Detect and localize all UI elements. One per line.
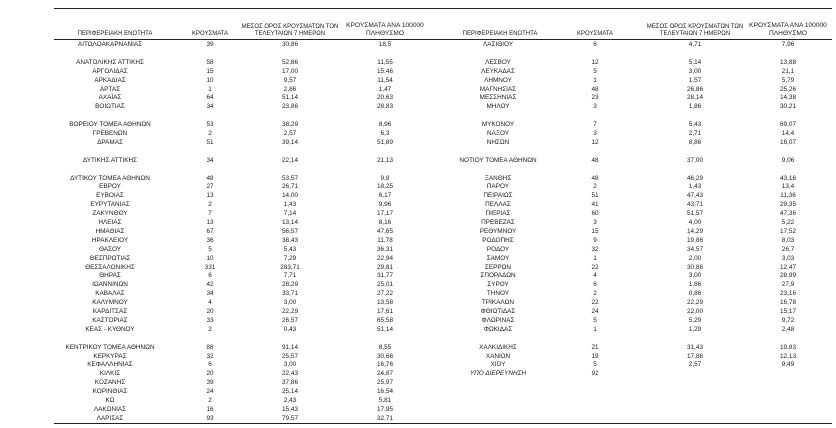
- avg-cell: 2,00: [688, 254, 702, 262]
- region-cell: ΧΑΛΚΙΔΙΚΗΣ: [479, 343, 517, 351]
- cases-cell: 19: [591, 352, 599, 360]
- cases-cell: 20: [206, 308, 214, 315]
- avg-cell: 23,86: [282, 103, 298, 111]
- region-cell: ΑΡΓΟΛΙΔΑΣ: [92, 67, 128, 75]
- avg-cell: 28,29: [282, 281, 298, 289]
- avg-cell: 5,43: [688, 121, 702, 129]
- cases-cell: 88: [206, 343, 214, 351]
- rate-cell: 23,16: [780, 290, 796, 298]
- region-cell: ΦΛΩΡΙΝΑΣ: [481, 316, 515, 324]
- avg-cell: 38,43: [282, 236, 298, 244]
- left-header-region: ΠΕΡΙΦΕΡΕΙΑΚΗ ΕΝΟΤΗΤΑ: [77, 31, 153, 37]
- region-cell: ΗΜΑΘΙΑΣ: [95, 227, 125, 235]
- cases-cell: 53: [206, 121, 214, 129]
- region-cell: ΚΕΝΤΡΙΚΟΥ ΤΟΜΕΑ ΑΘΗΝΩΝ: [65, 343, 155, 351]
- right-header-cases: ΚΡΟΥΣΜΑΤΑ: [577, 31, 613, 37]
- region-cell: ΞΑΝΘΗΣ: [484, 174, 512, 182]
- rate-cell: 15,46: [377, 67, 393, 75]
- cases-cell: 6: [593, 41, 597, 48]
- avg-cell: 46,29: [687, 174, 703, 182]
- cases-cell: 10: [206, 76, 214, 84]
- avg-cell: 38,29: [282, 121, 298, 129]
- cases-cell: 6: [208, 361, 212, 369]
- avg-cell: 2,57: [688, 361, 702, 369]
- region-cell: ΠΑΡΟΥ: [486, 183, 510, 191]
- left-header-avg-line2: ΤΕΛΕΥΤΑΙΩΝ 7 ΗΜΕΡΩΝ: [254, 31, 326, 37]
- header-rule: [54, 39, 832, 40]
- avg-cell: 30,86: [687, 263, 703, 271]
- rate-cell: 27,22: [377, 290, 393, 298]
- region-cell: ΔΥΤΙΚΟΥ ΤΟΜΕΑ ΑΘΗΝΩΝ: [70, 174, 150, 182]
- cases-cell: 20: [206, 370, 214, 378]
- region-cell: ΦΩΚΙΔΑΣ: [483, 325, 513, 333]
- cases-cell: 39: [206, 379, 214, 387]
- region-cell: ΜΗΛΟΥ: [486, 103, 510, 111]
- avg-cell: 1,57: [688, 76, 702, 84]
- avg-cell: 25,57: [282, 352, 298, 360]
- avg-cell: 47,43: [687, 192, 703, 200]
- cases-cell: 32: [206, 352, 214, 360]
- rate-cell: 11,54: [377, 76, 393, 84]
- region-cell: ΚΑΒΑΛΑΣ: [95, 290, 125, 298]
- region-cell: ΦΘΙΩΤΙΔΑΣ: [480, 308, 516, 315]
- cases-cell: 13: [206, 219, 214, 226]
- avg-cell: 1,86: [688, 103, 702, 111]
- rate-cell: 8,16: [378, 219, 392, 226]
- rate-cell: 65,58: [377, 316, 393, 324]
- region-cell: ΛΗΜΝΟΥ: [484, 76, 512, 84]
- rate-cell: 9,49: [781, 361, 795, 369]
- avg-cell: 2,43: [283, 397, 297, 404]
- left-header-avg-line1: ΜΕΣΟΣ ΟΡΟΣ ΚΡΟΥΣΜΑΤΩΝ ΤΟΝ: [241, 24, 339, 30]
- cases-cell: 5: [208, 245, 212, 253]
- avg-cell: 26,86: [687, 85, 703, 93]
- cases-cell: 5: [593, 316, 597, 324]
- rate-cell: 22,94: [377, 254, 393, 262]
- avg-cell: 2,86: [283, 85, 297, 93]
- cases-cell: 5: [593, 67, 597, 75]
- avg-cell: 4,71: [688, 41, 702, 48]
- cases-cell: 41: [591, 201, 599, 209]
- region-cell: ΤΗΝΟΥ: [486, 290, 510, 298]
- rate-cell: 30,66: [377, 352, 393, 360]
- region-cell: ΚΕΦΑΛΛΗΝΙΑΣ: [87, 361, 133, 369]
- avg-cell: 34,57: [687, 245, 703, 253]
- avg-cell: 33,71: [282, 290, 298, 298]
- avg-cell: 91,14: [282, 343, 298, 351]
- cases-cell: 5: [593, 361, 597, 369]
- rate-cell: 25,26: [780, 85, 796, 93]
- cases-cell: 48: [591, 85, 599, 93]
- region-cell: ΜΥΚΟΝΟΥ: [481, 121, 515, 129]
- rate-cell: 13,4: [781, 183, 795, 191]
- region-cell: ΧΑΝΙΩΝ: [485, 352, 511, 360]
- cases-cell: 39: [206, 41, 214, 48]
- region-cell: ΕΒΡΟΥ: [99, 183, 121, 191]
- region-cell: ΤΡΙΚΑΛΩΝ: [481, 299, 515, 307]
- avg-cell: 19,86: [687, 236, 703, 244]
- avg-cell: 7,71: [283, 272, 297, 280]
- region-cell: ΚΑΣΤΟΡΙΑΣ: [92, 316, 128, 324]
- region-cell: ΑΧΑΪΑΣ: [98, 94, 122, 102]
- region-cell: ΔΡΑΜΑΣ: [97, 138, 123, 146]
- rate-cell: 17,61: [377, 308, 393, 315]
- avg-cell: 0,86: [688, 290, 702, 298]
- rate-cell: 6,17: [378, 192, 392, 200]
- cases-cell: 24: [591, 308, 599, 315]
- avg-cell: 3,00: [688, 272, 702, 280]
- region-cell: ΣΠΟΡΑΔΩΝ: [480, 272, 516, 280]
- cases-cell: 24: [206, 388, 214, 396]
- rate-cell: 16,78: [780, 299, 796, 307]
- avg-cell: 8,86: [688, 138, 702, 146]
- cases-cell: 1: [593, 254, 597, 262]
- cases-cell: 22: [591, 263, 599, 271]
- avg-cell: 43,71: [687, 201, 703, 209]
- cases-cell: 6: [593, 281, 597, 289]
- avg-cell: 1,29: [688, 325, 702, 333]
- cases-cell: 1: [208, 85, 212, 93]
- rate-cell: 32,71: [377, 414, 393, 422]
- rate-cell: 9,06: [781, 156, 795, 164]
- avg-cell: 56,57: [282, 227, 298, 235]
- rate-cell: 2,48: [781, 325, 795, 333]
- region-cell: ΣΕΡΡΩΝ: [484, 263, 512, 271]
- cases-cell: 2: [593, 183, 597, 191]
- avg-cell: 22,29: [282, 308, 298, 315]
- rate-cell: 14,38: [780, 94, 796, 102]
- region-cell: ΚΙΛΚΙΣ: [99, 370, 121, 378]
- region-cell: ΛΑΚΩΝΙΑΣ: [93, 405, 127, 413]
- rate-cell: 14,4: [781, 130, 795, 137]
- cases-cell: 93: [206, 414, 214, 422]
- avg-cell: 1,86: [688, 281, 702, 289]
- right-header-avg-line2: ΤΕΛΕΥΤΑΙΩΝ 7 ΗΜΕΡΩΝ: [659, 31, 731, 37]
- rate-cell: 17,95: [377, 405, 393, 413]
- region-cell: ΚΕΡΚΥΡΑΣ: [93, 352, 127, 360]
- region-cell: ΠΡΕΒΕΖΑΣ: [481, 219, 515, 226]
- avg-cell: 37,86: [282, 379, 298, 387]
- avg-cell: 15,43: [282, 405, 298, 413]
- rate-cell: 26,7: [781, 245, 795, 253]
- region-cell: ΡΕΘΥΜΝΟΥ: [479, 227, 517, 235]
- avg-cell: 9,57: [283, 76, 297, 84]
- cases-cell: 22: [591, 299, 599, 307]
- cases-cell: 7: [593, 121, 597, 129]
- avg-cell: 3,00: [283, 299, 297, 307]
- rate-cell: 11,78: [377, 236, 393, 244]
- rate-cell: 19,83: [780, 343, 796, 351]
- region-cell: ΖΑΚΥΝΘΟΥ: [92, 210, 128, 218]
- avg-cell: 7,29: [283, 254, 297, 262]
- avg-cell: 5,14: [688, 58, 702, 66]
- cases-cell: 4: [593, 272, 597, 280]
- region-cell: ΛΑΣΙΘΙΟΥ: [482, 41, 514, 48]
- right-header-rate-line1: ΚΡΟΥΣΜΑΤΑ ΑΝΑ 100000: [749, 22, 827, 29]
- cases-cell: 91: [591, 370, 599, 378]
- rate-cell: 17,52: [780, 227, 796, 235]
- region-cell: ΒΟΙΩΤΙΑΣ: [95, 103, 125, 111]
- avg-cell: 1,43: [283, 201, 297, 209]
- rate-cell: 47,36: [780, 210, 796, 218]
- avg-cell: 17,86: [687, 352, 703, 360]
- rate-cell: 5,81: [378, 397, 392, 404]
- avg-cell: 22,00: [687, 308, 703, 315]
- cases-cell: 36: [206, 236, 214, 244]
- region-cell: ΛΑΡΙΣΑΣ: [96, 414, 124, 422]
- left-header-rate-line1: ΚΡΟΥΣΜΑΤΑ ΑΝΑ 100000: [346, 22, 424, 29]
- region-cell: ΒΟΡΕΙΟΥ ΤΟΜΕΑ ΑΘΗΝΩΝ: [69, 121, 151, 129]
- region-cell: ΚΕΑΣ - ΚΥΘΝΟΥ: [85, 325, 135, 333]
- region-cell: ΘΕΣΠΡΩΤΙΑΣ: [89, 254, 131, 262]
- cases-cell: 51: [206, 138, 214, 146]
- region-cell: ΝΑΞΟΥ: [486, 130, 510, 137]
- avg-cell: 5,43: [283, 245, 297, 253]
- cases-cell: 34: [206, 103, 214, 111]
- rate-cell: 16,07: [780, 138, 796, 146]
- avg-cell: 1,43: [688, 183, 702, 191]
- avg-cell: 28,14: [687, 94, 703, 102]
- rate-cell: 47,65: [377, 227, 393, 235]
- cases-cell: 10: [206, 254, 214, 262]
- rate-cell: 29,35: [780, 201, 796, 209]
- avg-cell: 14,29: [687, 227, 703, 235]
- region-cell: ΚΑΛΥΜΝΟΥ: [92, 299, 128, 307]
- cases-cell: 12: [591, 138, 599, 146]
- rate-cell: 30,21: [780, 103, 796, 111]
- region-cell: ΕΥΡΥΤΑΝΙΑΣ: [90, 201, 130, 209]
- avg-cell: 37,00: [687, 156, 703, 164]
- cases-cell: 51: [591, 192, 599, 200]
- avg-cell: 3,00: [283, 361, 297, 369]
- rate-cell: 21,13: [377, 156, 393, 164]
- region-cell: ΗΡΑΚΛΕΙΟΥ: [91, 236, 129, 244]
- rate-cell: 25,01: [377, 281, 393, 289]
- cases-cell: 2: [593, 290, 597, 298]
- avg-cell: 79,57: [282, 414, 298, 422]
- avg-cell: 39,14: [282, 138, 298, 146]
- region-cell: ΧΙΟΥ: [490, 361, 506, 369]
- cases-cell: 33: [206, 316, 214, 324]
- cases-cell: 2: [208, 201, 212, 209]
- region-cell: ΘΑΣΟΥ: [98, 245, 122, 253]
- rate-cell: 24,87: [377, 370, 393, 378]
- region-cell: ΘΕΣΣΑΛΟΝΙΚΗΣ: [85, 263, 135, 271]
- region-cell: ΕΥΒΟΙΑΣ: [96, 192, 124, 200]
- cases-cell: 34: [206, 290, 214, 298]
- cases-cell: 60: [591, 210, 599, 218]
- region-cell: ΔΥΤΙΚΗΣ ΑΤΤΙΚΗΣ: [82, 156, 138, 164]
- cases-cell: 34: [206, 156, 214, 164]
- cases-cell: 21: [591, 343, 599, 351]
- cases-cell: 16: [206, 405, 214, 413]
- bottom-rule: [54, 423, 832, 424]
- rate-cell: 51,14: [377, 325, 393, 333]
- avg-cell: 52,86: [282, 58, 298, 66]
- avg-cell: 13,14: [282, 219, 298, 226]
- rate-cell: 18,25: [377, 183, 393, 191]
- rate-cell: 9,72: [781, 316, 795, 324]
- region-cell: ΑΡΚΑΔΙΑΣ: [94, 76, 126, 84]
- rate-cell: 16,76: [377, 361, 393, 369]
- right-header-avg-line1: ΜΕΣΟΣ ΟΡΟΣ ΚΡΟΥΣΜΑΤΩΝ ΤΩΝ: [646, 24, 744, 30]
- region-cell: ΑΙΤΩΛΟΑΚΑΡΝΑΝΙΑΣ: [77, 41, 143, 48]
- avg-cell: 51,14: [282, 94, 298, 102]
- rate-cell: 51,89: [377, 138, 393, 146]
- avg-cell: 26,71: [282, 183, 298, 191]
- rate-cell: 8,03: [781, 236, 795, 244]
- rate-cell: 8,96: [378, 121, 392, 129]
- cases-cell: 48: [591, 174, 599, 182]
- rate-cell: 13,88: [780, 58, 796, 66]
- avg-cell: 0,43: [283, 325, 297, 333]
- rate-cell: 31,77: [377, 272, 393, 280]
- region-cell: ΣΑΜΟΥ: [486, 254, 510, 262]
- region-cell: ΗΛΕΙΑΣ: [98, 219, 122, 226]
- region-cell: ΛΕΣΒΟΥ: [485, 58, 511, 66]
- rate-cell: 27,9: [781, 281, 795, 289]
- cases-cell: 3: [593, 219, 597, 226]
- region-cell: ΠΙΕΡΙΑΣ: [485, 210, 511, 218]
- rate-cell: 69,07: [780, 121, 796, 129]
- rate-cell: 7,96: [781, 41, 795, 48]
- rate-cell: 12,47: [780, 263, 796, 271]
- region-cell: ΑΡΤΑΣ: [99, 85, 121, 93]
- region-cell: ΙΩΑΝΝΙΝΩΝ: [92, 281, 128, 289]
- right-header-rate-line2: ΠΛΗΘΥΣΜΟ: [769, 30, 807, 37]
- rate-cell: 12,13: [780, 352, 796, 360]
- cases-cell: 12: [591, 58, 599, 66]
- cases-cell: 3: [593, 103, 597, 111]
- avg-cell: 4,00: [688, 219, 702, 226]
- cases-cell: 15: [591, 227, 599, 235]
- region-cell: ΥΠΟ ΔΙΕΡΕΥΝΗΣΗ: [469, 370, 527, 378]
- region-cell: ΛΕΥΚΑΔΑΣ: [481, 67, 515, 75]
- avg-cell: 2,71: [688, 130, 702, 137]
- avg-cell: 7,14: [283, 210, 297, 218]
- cases-cell: 2: [208, 397, 212, 404]
- cases-cell: 1: [593, 76, 597, 84]
- region-cell: ΡΟΔΟΥ: [486, 245, 510, 253]
- rate-cell: 1,47: [378, 85, 392, 93]
- region-cell: ΝΟΤΙΟΥ ΤΟΜΕΑ ΑΘΗΝΩΝ: [459, 156, 537, 164]
- cases-cell: 32: [591, 245, 599, 253]
- avg-cell: 17,00: [282, 67, 298, 75]
- rate-cell: 13,58: [377, 299, 393, 307]
- rate-cell: 11,36: [780, 192, 796, 200]
- rate-cell: 25,97: [377, 379, 393, 387]
- avg-cell: 25,14: [282, 388, 298, 396]
- cases-cell: 4: [208, 299, 212, 307]
- avg-cell: 5,29: [688, 316, 702, 324]
- cases-cell: 331: [204, 263, 216, 271]
- cases-cell: 6: [208, 272, 212, 280]
- cases-cell: 64: [206, 94, 214, 102]
- region-cell: ΓΡΕΒΕΝΩΝ: [92, 130, 128, 137]
- region-cell: ΝΗΣΩΝ: [486, 138, 510, 146]
- region-cell: ΚΟΖΑΝΗΣ: [94, 379, 126, 387]
- avg-cell: 30,86: [282, 41, 298, 48]
- cases-cell: 58: [206, 58, 214, 66]
- rate-cell: 17,17: [377, 210, 393, 218]
- avg-cell: 22,43: [282, 370, 298, 378]
- region-cell: ΘΗΡΑΣ: [99, 272, 121, 280]
- cases-cell: 48: [206, 174, 214, 182]
- cases-cell: 2: [208, 325, 212, 333]
- avg-cell: 53,57: [282, 174, 298, 182]
- rate-cell: 21,1: [781, 67, 795, 75]
- rate-cell: 5,22: [781, 219, 795, 226]
- avg-cell: 14,00: [282, 192, 298, 200]
- region-cell: ΚΟΡΙΝΘΙΑΣ: [92, 388, 128, 396]
- region-cell: ΠΕΙΡΑΙΩΣ: [483, 192, 513, 200]
- rate-cell: 3,03: [781, 254, 795, 262]
- avg-cell: 26,57: [282, 316, 298, 324]
- cases-cell: 3: [593, 130, 597, 137]
- rate-cell: 16,54: [377, 388, 393, 396]
- rate-cell: 11,55: [377, 58, 393, 66]
- cases-cell: 13: [206, 192, 214, 200]
- cases-cell: 67: [206, 227, 214, 235]
- region-cell: ΜΑΓΝΗΣΙΑΣ: [479, 85, 517, 93]
- cases-cell: 7: [208, 210, 212, 218]
- region-cell: ΑΝΑΤΟΛΙΚΗΣ ΑΤΤΙΚΗΣ: [76, 58, 144, 66]
- avg-cell: 22,29: [687, 299, 703, 307]
- rate-cell: 6,3: [380, 130, 390, 137]
- region-cell: ΠΕΛΛΑΣ: [485, 201, 511, 209]
- region-cell: ΜΕΣΣΗΝΙΑΣ: [479, 94, 517, 102]
- rate-cell: 8,55: [378, 343, 392, 351]
- cases-cell: 2: [208, 130, 212, 137]
- cases-cell: 15: [206, 67, 214, 75]
- rate-cell: 28,83: [377, 103, 393, 111]
- cases-cell: 42: [206, 281, 214, 289]
- cases-cell: 48: [591, 156, 599, 164]
- avg-cell: 2,57: [283, 130, 297, 137]
- rate-cell: 43,16: [780, 174, 796, 182]
- top-rule: [54, 8, 832, 9]
- rate-cell: 20,63: [377, 94, 393, 102]
- rate-cell: 29,81: [377, 263, 393, 271]
- left-header-rate-line2: ΠΛΗΘΥΣΜΟ: [366, 30, 404, 37]
- cases-cell: 1: [593, 325, 597, 333]
- cases-cell: 23: [591, 94, 599, 102]
- rate-cell: 5,79: [781, 76, 795, 84]
- avg-cell: 51,57: [687, 210, 703, 218]
- rate-cell: 28,99: [780, 272, 796, 280]
- region-cell: ΚΑΡΔΙΤΣΑΣ: [92, 308, 128, 315]
- region-cell: ΚΩ: [105, 397, 115, 404]
- avg-cell: 22,14: [282, 156, 298, 164]
- left-header-cases: ΚΡΟΥΣΜΑΤΑ: [192, 31, 228, 37]
- rate-cell: 36,31: [377, 245, 393, 253]
- avg-cell: 283,71: [280, 263, 300, 271]
- cases-cell: 9: [593, 236, 597, 244]
- avg-cell: 3,00: [688, 67, 702, 75]
- region-cell: ΣΥΡΟΥ: [487, 281, 509, 289]
- cases-cell: 27: [206, 183, 214, 191]
- rate-cell: 9,8: [380, 174, 390, 182]
- rate-cell: 9,96: [378, 201, 392, 209]
- rate-cell: 18,5: [378, 41, 392, 48]
- avg-cell: 31,43: [687, 343, 703, 351]
- region-cell: ΡΟΔΟΠΗΣ: [482, 236, 514, 244]
- rate-cell: 15,17: [780, 308, 796, 315]
- right-header-region: ΠΕΡΙΦΕΡΕΙΑΚΗ ΕΝΟΤΗΤΑ: [462, 31, 538, 37]
